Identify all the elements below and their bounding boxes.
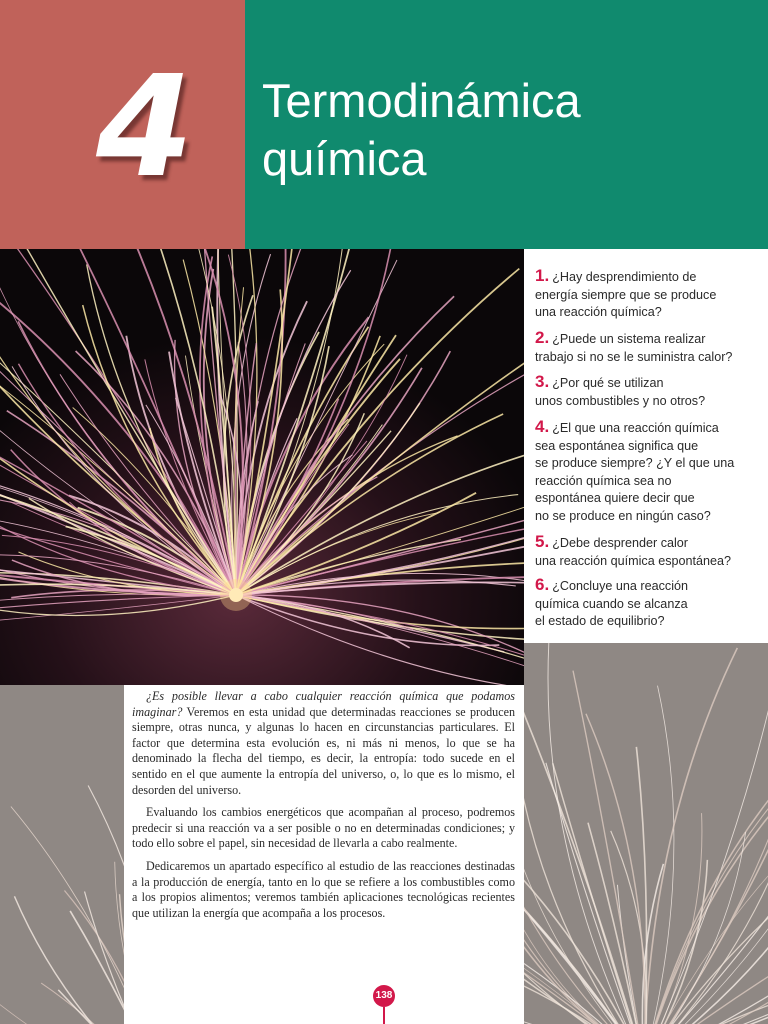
- fireworks-image: [0, 249, 524, 685]
- question-3: 3. ¿Por qué se utilizan unos combustibles y no otros?: [535, 372, 706, 408]
- question-5: 5. ¿Debe desprender calor una reacción química espontánea?: [535, 532, 732, 568]
- fireworks-photo-faded-left: [0, 685, 124, 1024]
- questions-box: [524, 249, 768, 643]
- chapter-title-box: [245, 0, 768, 249]
- fireworks-image-faded: [524, 643, 768, 1024]
- chapter-title: [262, 72, 581, 188]
- intro-text: [132, 689, 515, 928]
- fireworks-image-faded: [0, 685, 124, 1024]
- fireworks-photo: [0, 249, 524, 685]
- question-1: 1. ¿Hay desprendimiento de energía siempre que se produce una reacción química?: [535, 266, 717, 320]
- question-4: 4. ¿El que una reacción química sea espontánea significa que se produce siempre? ¿Y el que una reacción química sea no espontánea quiere decir que no se produce en ningún caso?: [535, 417, 735, 523]
- page-number-line: [383, 1007, 385, 1024]
- chapter-number-box: [0, 0, 245, 249]
- page-number: 138: [373, 985, 395, 1007]
- chapter-title-line2: química: [262, 132, 427, 185]
- fireworks-photo-faded-right: [524, 643, 768, 1024]
- intro-text-panel: [124, 685, 524, 1024]
- question-2: 2. ¿Puede un sistema realizar trabajo si no se le suministra calor?: [535, 328, 733, 364]
- intro-paragraph-2: Evaluando los cambios energéticos que acompañan al proceso, podremos predecir si una reacción va a ser posible o no en determinadas condiciones; y todo ello sobre el papel, sin necesidad de llevarla a cabo realmente.: [132, 805, 515, 851]
- question-6: 6. ¿Concluye una reacción química cuando se alcanza el estado de equilibrio?: [535, 575, 688, 629]
- chapter-number: 4: [96, 46, 194, 209]
- intro-paragraph-1: ¿Es posible llevar a cabo cualquier reacción química que podamos imaginar? Veremos en esta unidad que determinadas reacciones se producen siempre, otras nunca, y algunas lo hacen en circunstancias particulares. El factor que determina esta evolución es, ni más ni menos, lo que se ha denominado la flecha del tiempo, es decir, la entropía: todo sucede en el sentido en el que aumente la entropía del universo, o, lo que es lo mismo, el desorden del universo.: [132, 689, 515, 797]
- chapter-title-line1: Termodinámica: [262, 74, 581, 127]
- intro-paragraph-3: Dedicaremos un apartado específico al estudio de las reacciones destinadas a la producción de energía, tanto en lo que se refiere a los combustibles como a los propios alimentos; veremos también aplicaciones tecnológicas recientes que utilizan la energía que acompaña a los procesos.: [132, 858, 515, 920]
